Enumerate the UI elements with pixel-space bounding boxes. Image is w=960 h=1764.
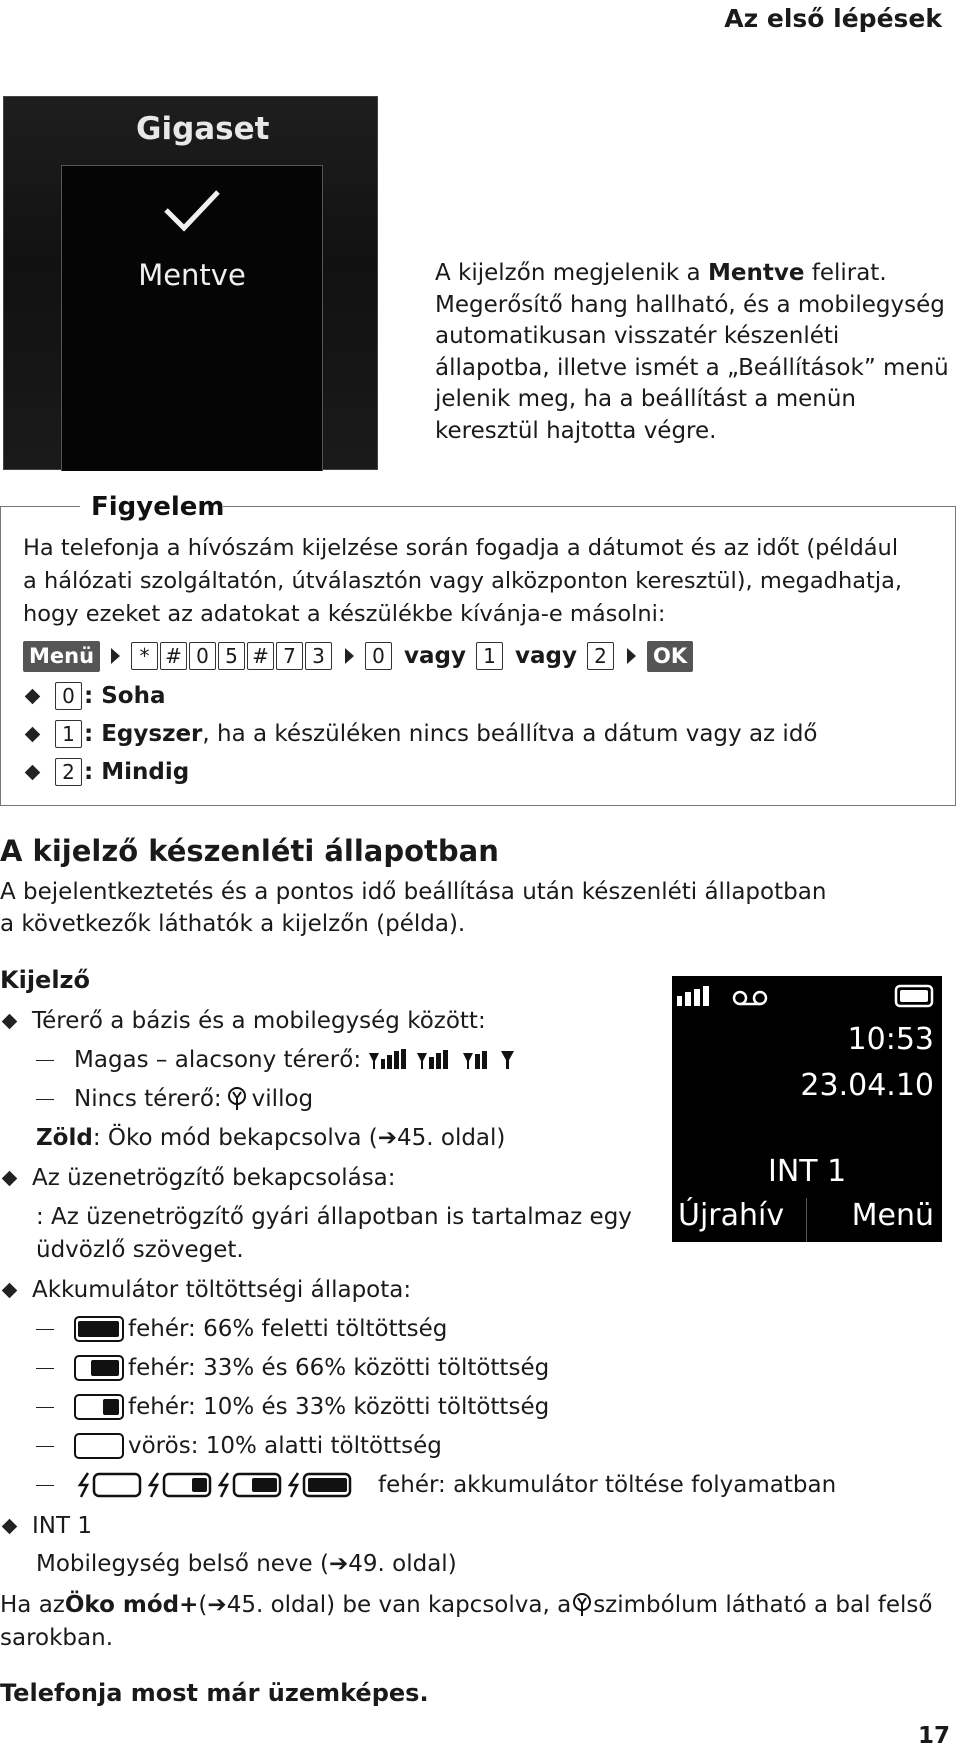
list-subitem bbox=[0, 1232, 244, 1268]
softkey-menu[interactable]: Menü bbox=[851, 1198, 934, 1233]
list-item bbox=[0, 1508, 92, 1544]
intro-line: jelenik meg, ha a beállítást a menün bbox=[435, 386, 856, 412]
list-text: villog bbox=[251, 1086, 314, 1112]
list-text: : Öko mód bekapcsolva ( bbox=[92, 1125, 378, 1151]
menu-sequence bbox=[23, 638, 693, 674]
note-line: Ha telefonja a hívószám kijelzése során fogadja a dátumot és az időt (például bbox=[23, 535, 899, 561]
intro-line: Megerősítő hang hallható, és a mobilegység bbox=[435, 291, 945, 318]
check-icon bbox=[160, 186, 224, 236]
key-5: 5 bbox=[218, 642, 245, 670]
answering-machine-icon bbox=[732, 988, 768, 1008]
saved-word: Mentve bbox=[707, 260, 805, 286]
display-date: 23.04.10 bbox=[800, 1068, 934, 1103]
key-star: * bbox=[131, 642, 158, 670]
signal-strength-icon bbox=[676, 984, 716, 1010]
key-0: 0 bbox=[189, 642, 216, 670]
list-text: fehér: akkumulátor töltése folyamatban bbox=[378, 1472, 837, 1498]
arrow-right-icon bbox=[345, 648, 354, 664]
dash-bullet-icon bbox=[36, 1368, 54, 1369]
page-number: 17 bbox=[917, 1723, 950, 1749]
list-subitem bbox=[0, 1081, 313, 1117]
note-line: a hálózati szolgáltatón, útválasztón vagy alközponton keresztül), megadhatja, bbox=[23, 568, 903, 594]
option-label: : Soha bbox=[84, 683, 166, 709]
option-label: : Mindig bbox=[84, 759, 190, 785]
key-3: 3 bbox=[305, 642, 332, 670]
paragraph-text: Ha az bbox=[0, 1592, 65, 1618]
note-title: Figyelem bbox=[91, 492, 225, 522]
battery-fill bbox=[91, 1360, 119, 1376]
display-internal-name: INT 1 bbox=[768, 1154, 847, 1189]
paragraph-line: a következők láthatók a kijelzőn (példa). bbox=[0, 911, 466, 937]
list-text: Akkumulátor töltöttségi állapota: bbox=[32, 1277, 412, 1303]
intro-line: automatikusan visszatér készenléti bbox=[435, 323, 840, 349]
eco-mode-icon bbox=[571, 1592, 593, 1618]
page-ref-icon: ➔ bbox=[207, 1592, 227, 1618]
note-border bbox=[0, 506, 80, 507]
intro-line: keresztül hajtotta végre. bbox=[435, 417, 717, 444]
list-subitem bbox=[0, 1120, 505, 1156]
key-hash: # bbox=[247, 642, 274, 670]
list-text: Az üzenetrögzítő bekapcsolása: bbox=[32, 1165, 396, 1191]
subsection-heading: Kijelző bbox=[0, 966, 91, 994]
list-item bbox=[0, 1003, 486, 1039]
list-text: Magas – alacsony térerő: bbox=[74, 1047, 362, 1073]
key-2: 2 bbox=[587, 642, 614, 670]
key-7: 7 bbox=[276, 642, 303, 670]
list-item bbox=[0, 1272, 411, 1308]
list-text: Nincs térerő: bbox=[74, 1086, 222, 1112]
signal-levels-icon bbox=[367, 1047, 537, 1073]
option-item bbox=[23, 682, 165, 710]
battery-charging-icon bbox=[74, 1471, 374, 1499]
list-text: Térerő a bázis és a mobilegység között: bbox=[32, 1008, 486, 1034]
display-time: 10:53 bbox=[847, 1022, 934, 1057]
eco-paragraph bbox=[0, 1587, 932, 1623]
no-signal-icon bbox=[226, 1086, 248, 1112]
section-paragraph bbox=[0, 876, 826, 940]
page-ref-icon: ➔ bbox=[328, 1551, 349, 1577]
battery-fill bbox=[103, 1399, 119, 1415]
arrow-right-icon bbox=[627, 648, 636, 664]
note-line: hogy ezeket az adatokat a készülékbe kívánja-e másolni: bbox=[23, 601, 666, 627]
key-hash: # bbox=[160, 642, 187, 670]
list-text: fehér: 66% feletti töltöttség bbox=[128, 1316, 448, 1342]
list-text: fehér: 33% és 66% közötti töltöttség bbox=[128, 1355, 550, 1381]
diamond-bullet-icon bbox=[2, 1170, 18, 1186]
diamond-bullet-icon bbox=[2, 1013, 18, 1029]
dash-bullet-icon bbox=[36, 1446, 54, 1447]
list-subitem bbox=[0, 1042, 537, 1078]
diamond-bullet-icon bbox=[2, 1518, 18, 1534]
battery-full-icon bbox=[894, 984, 934, 1008]
paragraph-text: ( bbox=[198, 1592, 208, 1618]
section-heading: A kijelző készenléti állapotban bbox=[0, 834, 499, 868]
option-label: : Egyszer bbox=[84, 721, 203, 747]
intro-text bbox=[435, 258, 955, 447]
handset-image bbox=[3, 96, 378, 470]
note-border bbox=[223, 506, 956, 507]
key-0: 0 bbox=[365, 642, 392, 670]
softkey-redial[interactable]: Újrahív bbox=[678, 1198, 785, 1233]
list-text: : Az üzenetrögzítő gyári állapotban is tartalmaz egy bbox=[36, 1204, 632, 1230]
note-paragraph bbox=[23, 532, 902, 631]
softkey-divider bbox=[806, 1198, 807, 1242]
intro-line: A kijelzőn megjelenik a Mentve felirat. bbox=[435, 260, 887, 286]
battery-fill bbox=[78, 1321, 119, 1337]
list-subitem bbox=[0, 1467, 836, 1503]
option-item bbox=[23, 720, 818, 748]
list-text: üdvözlő szöveget. bbox=[36, 1237, 244, 1263]
list-text: 49. oldal) bbox=[348, 1551, 457, 1577]
diamond-bullet-icon bbox=[25, 688, 41, 704]
brand-logo: Gigaset bbox=[136, 111, 270, 147]
diamond-bullet-icon bbox=[2, 1282, 18, 1298]
list-subitem bbox=[0, 1350, 549, 1386]
list-text: INT 1 bbox=[32, 1513, 92, 1539]
paragraph-line: A bejelentkeztetés és a pontos idő beállítása után készenléti állapotban bbox=[0, 879, 827, 905]
paragraph-text: 45. oldal) be van kapcsolva, a bbox=[226, 1592, 572, 1618]
key-2: 2 bbox=[55, 758, 82, 786]
list-subitem bbox=[0, 1546, 457, 1582]
dash-bullet-icon bbox=[36, 1060, 54, 1061]
key-0: 0 bbox=[55, 682, 82, 710]
dash-bullet-icon bbox=[36, 1407, 54, 1408]
arrow-right-icon bbox=[111, 648, 120, 664]
option-item bbox=[23, 758, 189, 786]
eco-mode-label: Öko mód+ bbox=[64, 1592, 199, 1618]
paragraph-text: szimbólum látható a bal felső bbox=[593, 1592, 933, 1618]
option-suffix: , ha a készüléken nincs beállítva a dátum vagy az idő bbox=[202, 721, 818, 747]
battery-icon bbox=[74, 1394, 124, 1420]
battery-icon bbox=[74, 1316, 124, 1342]
list-subitem bbox=[0, 1428, 442, 1464]
dash-bullet-icon bbox=[36, 1099, 54, 1100]
ready-statement: Telefonja most már üzemképes. bbox=[0, 1679, 429, 1707]
list-subitem bbox=[0, 1311, 447, 1347]
diamond-bullet-icon bbox=[25, 764, 41, 780]
battery-icon bbox=[74, 1433, 124, 1459]
note-box bbox=[0, 492, 956, 806]
intro-line: állapotba, illetve ismét a „Beállítások” menü bbox=[435, 354, 949, 381]
or-word: vagy bbox=[404, 643, 467, 669]
handset-screen bbox=[61, 165, 323, 471]
eco-paragraph-end: sarokban. bbox=[0, 1625, 114, 1651]
list-item bbox=[0, 1160, 396, 1196]
list-text: 45. oldal) bbox=[396, 1125, 506, 1151]
or-word: vagy bbox=[515, 643, 578, 669]
battery-icon bbox=[74, 1355, 124, 1381]
page-ref-icon: ➔ bbox=[377, 1125, 397, 1151]
list-text: fehér: 10% és 33% közötti töltöttség bbox=[128, 1394, 550, 1420]
page-header: Az első lépések bbox=[724, 4, 942, 33]
key-1: 1 bbox=[476, 642, 503, 670]
diamond-bullet-icon bbox=[25, 726, 41, 742]
list-subitem bbox=[0, 1199, 632, 1235]
list-text: Mobilegység belső neve ( bbox=[36, 1551, 329, 1577]
dash-bullet-icon bbox=[36, 1329, 54, 1330]
key-1: 1 bbox=[55, 720, 82, 748]
dash-bullet-icon bbox=[36, 1485, 54, 1486]
saved-message: Mentve bbox=[138, 258, 246, 292]
menu-key: Menü bbox=[23, 641, 100, 672]
ok-key: OK bbox=[647, 641, 693, 672]
list-subitem bbox=[0, 1389, 549, 1425]
list-text: Zöld bbox=[36, 1125, 93, 1151]
standby-display bbox=[672, 976, 942, 1242]
list-text: vörös: 10% alatti töltöttség bbox=[128, 1433, 442, 1459]
